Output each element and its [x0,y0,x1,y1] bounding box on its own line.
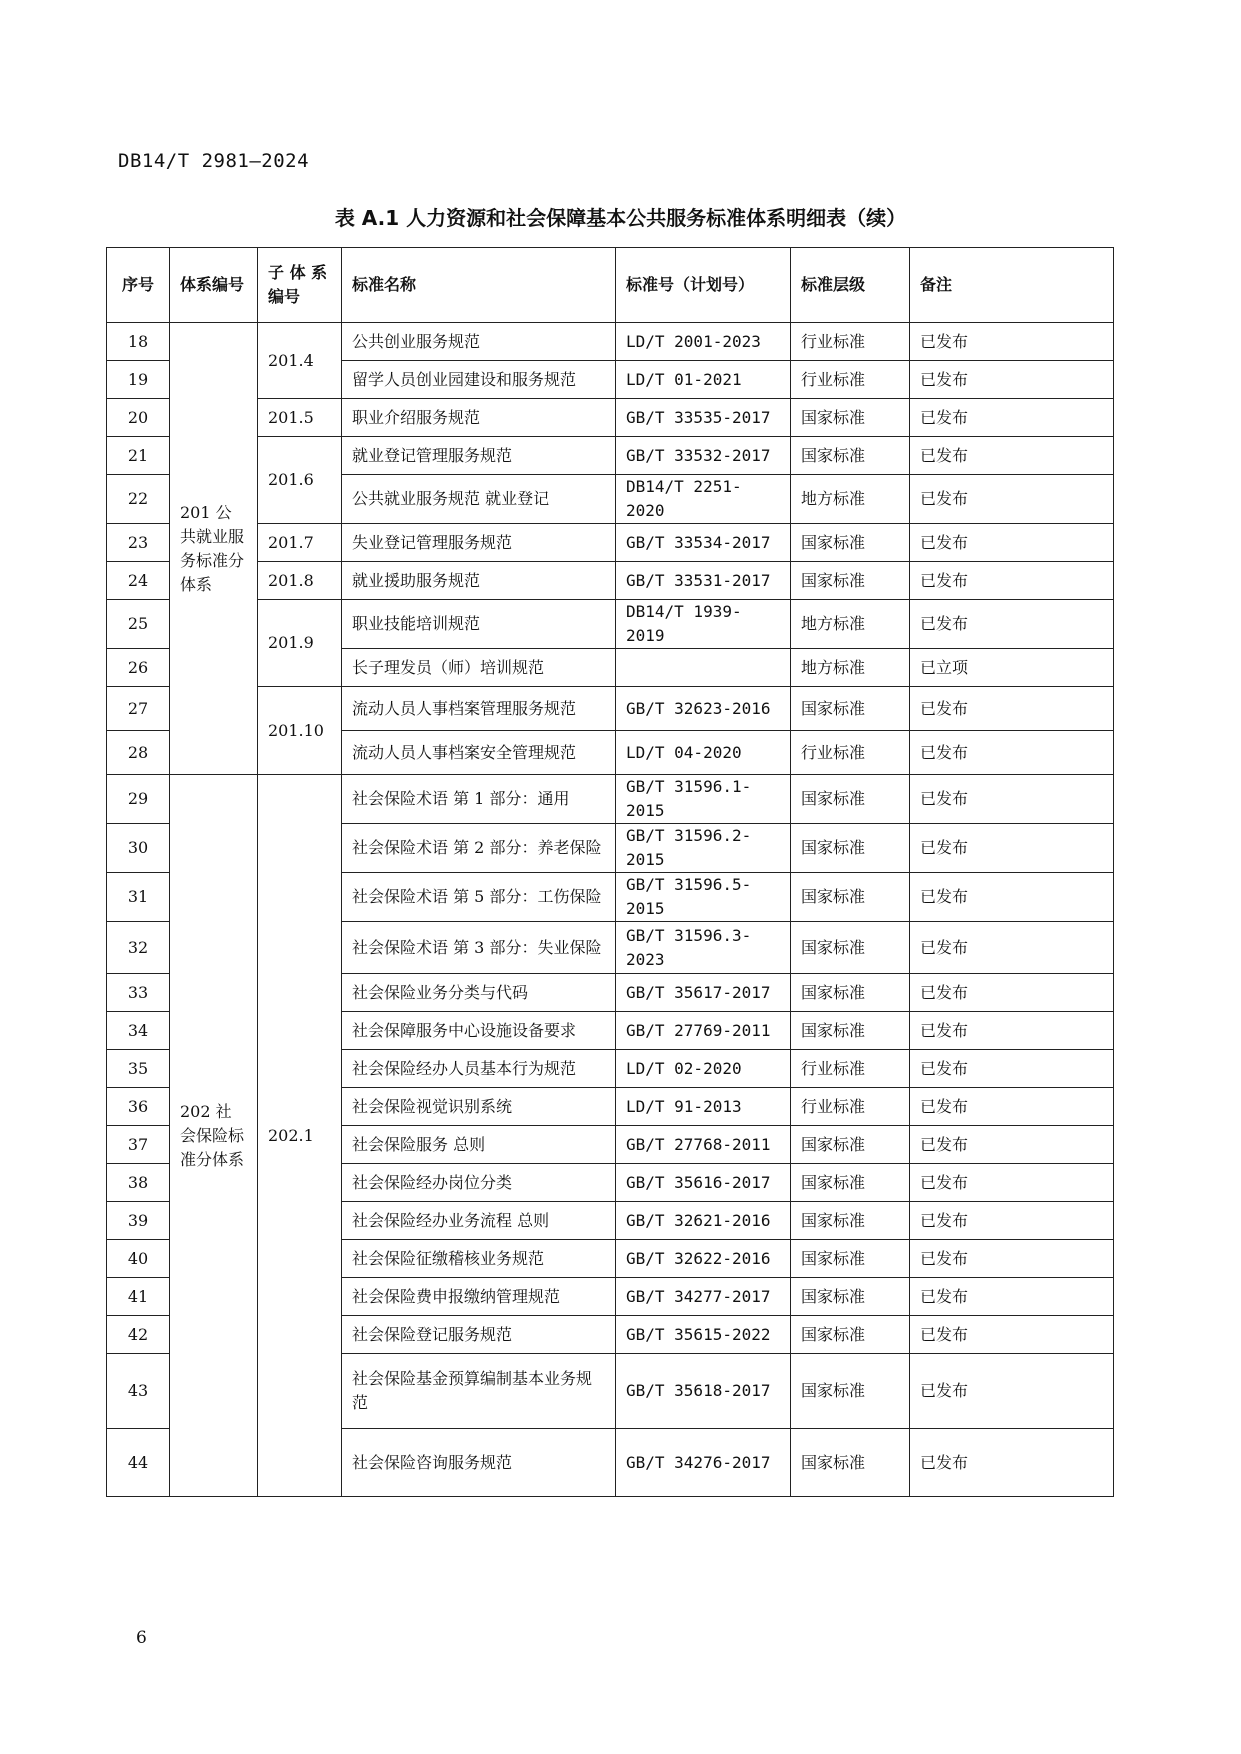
sub-system-code-cell: 201.8 [258,562,342,600]
col-header-name: 标准名称 [342,248,616,323]
standard-level: 地方标准 [791,475,910,524]
standard-level: 国家标准 [791,1202,910,1240]
standard-number: GB/T 33535-2017 [616,399,791,437]
standard-name: 就业登记管理服务规范 [342,437,616,475]
standard-level: 国家标准 [791,1429,910,1497]
row-number: 40 [107,1240,170,1278]
standard-note: 已发布 [910,600,1114,649]
table-row [107,687,1114,731]
standard-name: 社会保险费申报缴纳管理规范 [342,1278,616,1316]
table-title: 表 A.1 人力资源和社会保障基本公共服务标准体系明细表（续） [334,206,907,230]
standard-level: 国家标准 [791,873,910,922]
standard-name: 社会保险经办业务流程 总则 [342,1202,616,1240]
standard-number: GB/T 32623-2016 [616,687,791,731]
page-number: 6 [136,1628,147,1648]
standard-level: 行业标准 [791,323,910,361]
standard-number: LD/T 04-2020 [616,731,791,775]
standard-name: 社会保险术语 第 5 部分：工伤保险 [342,873,616,922]
col-header-system-code: 体系编号 [170,248,258,323]
row-number: 38 [107,1164,170,1202]
standard-note: 已发布 [910,562,1114,600]
standard-note: 已发布 [910,1012,1114,1050]
standard-name: 社会保险基金预算编制基本业务规范 [342,1354,616,1429]
standard-number: GB/T 31596.5-2015 [616,873,791,922]
standard-level: 地方标准 [791,600,910,649]
standard-note: 已立项 [910,649,1114,687]
standard-level: 国家标准 [791,974,910,1012]
standard-level: 行业标准 [791,1088,910,1126]
standard-level: 地方标准 [791,649,910,687]
row-number: 30 [107,824,170,873]
standard-name: 留学人员创业园建设和服务规范 [342,361,616,399]
sub-system-code-cell: 201.9 [258,600,342,687]
standard-note: 已发布 [910,731,1114,775]
row-number: 42 [107,1316,170,1354]
standard-level: 国家标准 [791,687,910,731]
standard-level: 行业标准 [791,731,910,775]
standard-note: 已发布 [910,873,1114,922]
row-number: 37 [107,1126,170,1164]
standard-level: 国家标准 [791,1126,910,1164]
table-row [107,524,1114,562]
standard-name: 流动人员人事档案管理服务规范 [342,687,616,731]
row-number: 29 [107,775,170,824]
standard-number: DB14/T 1939-2019 [616,600,791,649]
standard-number: GB/T 33534-2017 [616,524,791,562]
standard-number: GB/T 32621-2016 [616,1202,791,1240]
standard-number: GB/T 35617-2017 [616,974,791,1012]
system-group-cell: 202 社会保险标准分体系 [170,775,258,1497]
standard-level: 国家标准 [791,524,910,562]
row-number: 23 [107,524,170,562]
col-header-level: 标准层级 [791,248,910,323]
table-row [107,562,1114,600]
standard-level: 国家标准 [791,1012,910,1050]
standard-level: 国家标准 [791,399,910,437]
standard-number: GB/T 33532-2017 [616,437,791,475]
sub-system-code-cell: 201.4 [258,323,342,399]
table-row [107,323,1114,361]
standard-level: 国家标准 [791,1278,910,1316]
table-row [107,775,1114,824]
standard-name: 社会保险咨询服务规范 [342,1429,616,1497]
standard-note: 已发布 [910,1354,1114,1429]
standard-number: GB/T 27769-2011 [616,1012,791,1050]
standard-number: LD/T 01-2021 [616,361,791,399]
standard-name: 社会保险登记服务规范 [342,1316,616,1354]
standard-name: 社会保险经办人员基本行为规范 [342,1050,616,1088]
standard-number: GB/T 31596.2-2015 [616,824,791,873]
table-row [107,399,1114,437]
row-number: 41 [107,1278,170,1316]
standard-number: GB/T 27768-2011 [616,1126,791,1164]
standard-number: GB/T 35615-2022 [616,1316,791,1354]
row-number: 25 [107,600,170,649]
standard-number: GB/T 32622-2016 [616,1240,791,1278]
standard-number: LD/T 02-2020 [616,1050,791,1088]
standard-number: GB/T 34276-2017 [616,1429,791,1497]
standards-table [106,247,1114,1497]
row-number: 31 [107,873,170,922]
standard-name: 职业介绍服务规范 [342,399,616,437]
standard-level: 国家标准 [791,1316,910,1354]
row-number: 21 [107,437,170,475]
standard-note: 已发布 [910,1088,1114,1126]
row-number: 18 [107,323,170,361]
standard-name: 长子理发员（师）培训规范 [342,649,616,687]
standard-level: 国家标准 [791,775,910,824]
row-number: 28 [107,731,170,775]
row-number: 35 [107,1050,170,1088]
standard-name: 公共就业服务规范 就业登记 [342,475,616,524]
standard-number: GB/T 33531-2017 [616,562,791,600]
standard-number: GB/T 35618-2017 [616,1354,791,1429]
standard-level: 国家标准 [791,562,910,600]
standard-number: GB/T 31596.3-2023 [616,922,791,974]
standard-note: 已发布 [910,323,1114,361]
row-number: 43 [107,1354,170,1429]
sub-system-code-cell: 201.7 [258,524,342,562]
standard-note: 已发布 [910,524,1114,562]
col-header-sub-code: 子 体 系 编号 [258,248,342,323]
standard-number: DB14/T 2251-2020 [616,475,791,524]
standard-level: 国家标准 [791,437,910,475]
standard-note: 已发布 [910,687,1114,731]
row-number: 39 [107,1202,170,1240]
standard-name: 社会保险业务分类与代码 [342,974,616,1012]
standard-name: 社会保险服务 总则 [342,1126,616,1164]
sub-system-code-cell: 201.6 [258,437,342,524]
standard-name: 公共创业服务规范 [342,323,616,361]
row-number: 24 [107,562,170,600]
table-header-row [107,248,1114,323]
table-row [107,437,1114,475]
standard-note: 已发布 [910,775,1114,824]
standard-number: LD/T 91-2013 [616,1088,791,1126]
row-number: 36 [107,1088,170,1126]
row-number: 32 [107,922,170,974]
standard-number: GB/T 31596.1-2015 [616,775,791,824]
row-number: 19 [107,361,170,399]
standard-name: 社会保险术语 第 1 部分：通用 [342,775,616,824]
row-number: 20 [107,399,170,437]
standard-note: 已发布 [910,361,1114,399]
standard-note: 已发布 [910,399,1114,437]
standard-note: 已发布 [910,1126,1114,1164]
standard-name: 社会保险征缴稽核业务规范 [342,1240,616,1278]
standard-level: 国家标准 [791,922,910,974]
standard-note: 已发布 [910,922,1114,974]
standard-name: 社会保障服务中心设施设备要求 [342,1012,616,1050]
standard-level: 国家标准 [791,1240,910,1278]
standard-note: 已发布 [910,1164,1114,1202]
standard-level: 行业标准 [791,361,910,399]
standard-note: 已发布 [910,1202,1114,1240]
standard-note: 已发布 [910,974,1114,1012]
row-number: 27 [107,687,170,731]
standard-name: 职业技能培训规范 [342,600,616,649]
standard-note: 已发布 [910,1316,1114,1354]
standard-name: 失业登记管理服务规范 [342,524,616,562]
standard-number: GB/T 34277-2017 [616,1278,791,1316]
sub-system-code-cell: 201.10 [258,687,342,775]
standard-level: 行业标准 [791,1050,910,1088]
standard-note: 已发布 [910,475,1114,524]
row-number: 22 [107,475,170,524]
document-code: DB14/T 2981—2024 [118,150,310,172]
standard-level: 国家标准 [791,1164,910,1202]
standard-name: 社会保险视觉识别系统 [342,1088,616,1126]
standard-level: 国家标准 [791,1354,910,1429]
table-row [107,600,1114,649]
standard-note: 已发布 [910,1278,1114,1316]
standard-name: 社会保险术语 第 2 部分：养老保险 [342,824,616,873]
row-number: 44 [107,1429,170,1497]
col-header-std-no: 标准号（计划号） [616,248,791,323]
standard-number: GB/T 35616-2017 [616,1164,791,1202]
standard-note: 已发布 [910,824,1114,873]
standard-number [616,649,791,687]
standard-name: 就业援助服务规范 [342,562,616,600]
col-header-note: 备注 [910,248,1114,323]
standard-note: 已发布 [910,437,1114,475]
row-number: 26 [107,649,170,687]
standard-number: LD/T 2001-2023 [616,323,791,361]
col-header-no: 序号 [107,248,170,323]
standard-note: 已发布 [910,1240,1114,1278]
row-number: 34 [107,1012,170,1050]
standard-name: 社会保险术语 第 3 部分：失业保险 [342,922,616,974]
standard-note: 已发布 [910,1429,1114,1497]
row-number: 33 [107,974,170,1012]
standard-note: 已发布 [910,1050,1114,1088]
standard-name: 社会保险经办岗位分类 [342,1164,616,1202]
standard-level: 国家标准 [791,824,910,873]
sub-system-code-cell: 202.1 [258,775,342,1497]
sub-system-code-cell: 201.5 [258,399,342,437]
system-group-cell: 201 公共就业服务标准分体系 [170,323,258,775]
standard-name: 流动人员人事档案安全管理规范 [342,731,616,775]
